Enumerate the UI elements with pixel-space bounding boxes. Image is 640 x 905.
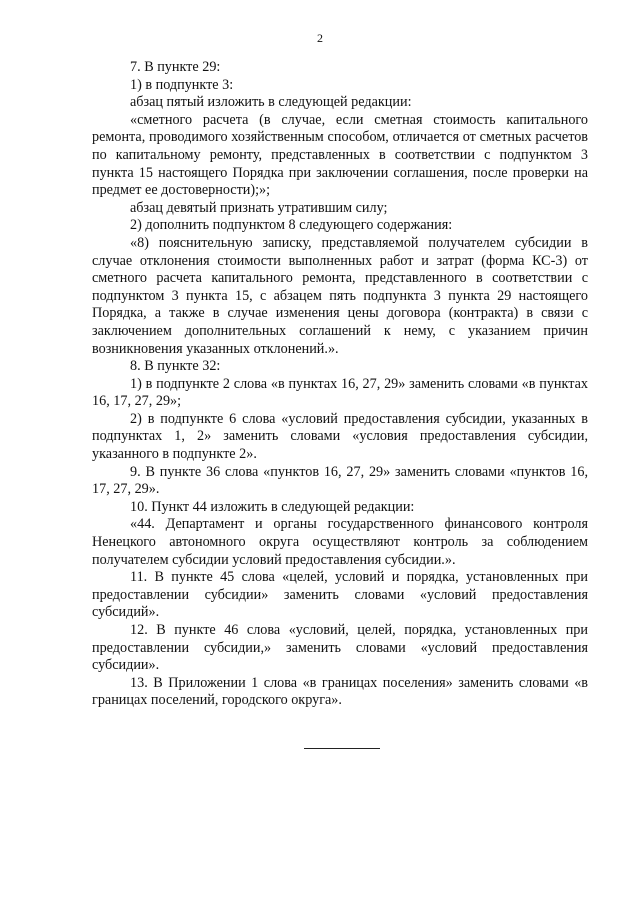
paragraph-item-12: 12. В пункте 46 слова «условий, целей, порядка, установленных при предоставлении субсидии,» заменить словами «условий предоставления субсидии». — [92, 622, 588, 674]
paragraph-instruction-abzac-5: абзац пятый изложить в следующей редакции: — [130, 94, 412, 111]
paragraph-subitem-7-1: 1) в подпункте 3: — [130, 76, 234, 93]
paragraph-item-9: 9. В пункте 36 слова «пунктов 16, 27, 29» заменить словами «пунктов 16, 17, 27, 29». — [92, 463, 588, 498]
paragraph-item-8: 8. В пункте 32: — [130, 358, 221, 375]
paragraph-subitem-8-2: 2) в подпункте 6 слова «условий предоставления субсидии, указанных в подпунктах 1, 2» заменить словами «условия предоставления субсидии, указанного в подпункте 2». — [92, 410, 588, 463]
paragraph-quote-smetny-raschet: «сметного расчета (в случае, если сметная стоимость капитального ремонта, проводимого хозяйственным способом, отличается от сметных расчетов по капитальному ремонту, представленных в соответствии с подпунктом 3 пункта 15 настоящего Порядка при заключении соглашения, после проверки на предмет ее достоверности);»; — [92, 111, 588, 199]
paragraph-instruction-abzac-9: абзац девятый признать утратившим силу; — [130, 199, 388, 216]
paragraph-quote-44: «44. Департамент и органы государственного финансового контроля Ненецкого автономного округа осуществляют контроль за соблюдением получателем субсидии условий предоставления субсидии.». — [92, 516, 588, 568]
document-body — [92, 59, 588, 710]
paragraph-subitem-8-1: 1) в подпункте 2 слова «в пунктах 16, 27, 29» заменить словами «в пунктах 16, 17, 27, 29»; — [92, 375, 588, 410]
paragraph-quote-poyasnitelnaya: «8) пояснительную записку, представляемой получателем субсидии в случае отклонения стоимости выполненных работ и затрат (форма КС-3) от сметного расчета капитального ремонта, представленного в соответствии с подпунктом 3 пункта 15, с абзацем пять подпункта 3 пункта 29 настоящего Порядка, а также в случае изменения цены договора (контракта) в связи с заключением дополнительных соглашений к нему, с указанием причин возникновения указанных отклонений.». — [92, 234, 588, 357]
page-number: 2 — [317, 31, 323, 45]
paragraph-item-13: 13. В Приложении 1 слова «в границах поселения» заменить словами «в границах поселений, городского округа». — [92, 674, 588, 709]
paragraph-item-7: 7. В пункте 29: — [130, 59, 221, 75]
paragraph-item-10: 10. Пункт 44 изложить в следующей редакции: — [130, 498, 415, 515]
end-divider-line — [304, 748, 380, 749]
paragraph-item-11: 11. В пункте 45 слова «целей, условий и порядка, установленных при предоставлении субсидии» заменить словами «условий предоставления субсидий». — [92, 569, 588, 621]
paragraph-subitem-7-2: 2) дополнить подпунктом 8 следующего содержания: — [130, 217, 453, 234]
